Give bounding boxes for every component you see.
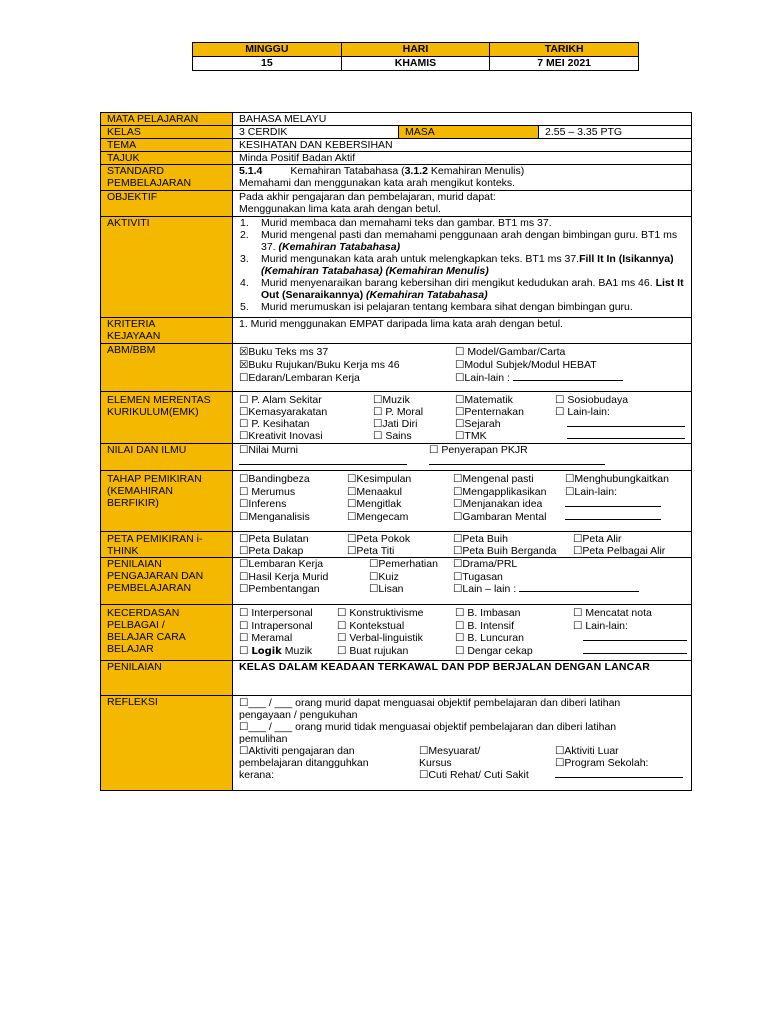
- standard-value: [233, 165, 692, 191]
- refleksi-line4: pemulihan: [239, 733, 288, 745]
- aktiviti-number: 4.: [240, 277, 249, 289]
- penilaian-option[interactable]: ☐Lembaran Kerja: [239, 558, 324, 570]
- nilai-murni-blank[interactable]: [239, 456, 429, 468]
- emk-option[interactable]: ☐Sejarah: [455, 418, 501, 430]
- hari-label: HARI: [341, 43, 490, 57]
- objektif-line1: Pada akhir pengajaran dan pembelajaran, murid dapat:: [239, 191, 496, 203]
- emk-lain-blank-2[interactable]: [555, 430, 689, 442]
- tajuk-label: TAJUK: [101, 152, 233, 165]
- abm-lain-label: ☐Lain-lain :: [455, 372, 513, 384]
- kecerdasan-option[interactable]: ☐ Dengar cekap: [455, 644, 533, 657]
- kecerdasan-option[interactable]: ☐ Lain-lain:: [573, 619, 628, 632]
- penilaian-label: PENILAIAN: [101, 661, 233, 696]
- penilaian-option[interactable]: ☐Pemerhatian: [369, 558, 438, 570]
- kriteria-label: [101, 318, 233, 344]
- kecerdasan-label-line2: PELBAGAI /: [107, 619, 165, 631]
- tahap-label-line3: BERFIKIR): [107, 497, 159, 509]
- tahap-label: [101, 471, 233, 532]
- aktiviti-skill: (Kemahiran Tatabahasa): [363, 289, 488, 301]
- refleksi-content: [233, 696, 692, 791]
- abm-option-modul[interactable]: ☐Modul Subjek/Modul HEBAT: [455, 359, 597, 371]
- masa-label: MASA: [399, 126, 539, 139]
- penilaian-option[interactable]: ☐Tugasan: [453, 570, 503, 583]
- muzik-label: Muzik: [281, 644, 313, 657]
- penilaian-option[interactable]: ☐Hasil Kerja Murid: [239, 570, 329, 583]
- kecerdasan-option-logik-muzik[interactable]: [239, 645, 337, 658]
- abm-label: ABM/BBM: [101, 344, 233, 392]
- refleksi-line1[interactable]: ☐___ / ___ orang murid dapat menguasai objektif pembelajaran dan diberi latihan: [239, 697, 621, 709]
- abm-option-buku-rujukan[interactable]: ☒Buku Rujukan/Buku Kerja ms 46: [239, 359, 400, 371]
- refleksi-col1: [239, 745, 419, 781]
- nilai-murni-option[interactable]: ☐Nilai Murni: [239, 444, 299, 456]
- aktiviti-skill: (Kemahiran Tatabahasa) (Kemahiran Menulis): [261, 265, 489, 277]
- standard-code: 5.1.4: [239, 165, 263, 177]
- kelas-label: KELAS: [101, 126, 233, 139]
- emk-option[interactable]: ☐ Lain-lain:: [555, 406, 610, 418]
- aktiviti-item-2: [237, 229, 689, 253]
- minggu-label: MINGGU: [193, 43, 342, 57]
- kecerdasan-label-line4: BELAJAR: [107, 643, 154, 655]
- penilaian-pdp-options: [233, 558, 692, 605]
- refleksi-program-option[interactable]: ☐Program Sekolah:: [555, 757, 649, 769]
- kelas-value: 3 CERDIK: [233, 126, 399, 139]
- kriteria-label-line2: KEJAYAAN: [107, 330, 161, 342]
- tahap-option[interactable]: ☐Mengecam: [347, 510, 409, 523]
- tahap-option[interactable]: ☐ Merumus: [239, 485, 296, 498]
- aktiviti-number: 1.: [240, 217, 249, 229]
- kecerdasan-label-line1: KECERDASAN: [107, 607, 180, 619]
- peta-label: [101, 532, 233, 558]
- logik-label: Logik: [251, 645, 282, 657]
- tahap-option[interactable]: ☐Gambaran Mental: [453, 510, 547, 523]
- refleksi-ditangguhkan-line2: pembelajaran ditangguhkan: [239, 757, 369, 769]
- peta-option[interactable]: ☐Peta Buih Berganda: [453, 545, 557, 557]
- kecerdasan-option[interactable]: ☐ B. Luncuran: [455, 632, 524, 644]
- emk-options: [233, 392, 692, 444]
- aktiviti-text: Murid mengunakan kata arah untuk melengkapkan teks. BT1 ms 37.: [261, 253, 580, 265]
- tahap-option[interactable]: ☐Mengitlak: [347, 498, 402, 510]
- peta-option[interactable]: ☐Peta Alir: [573, 533, 622, 545]
- abm-lain-blank[interactable]: [513, 380, 623, 381]
- pkjr-blank[interactable]: [429, 456, 689, 468]
- penilaian-pdp-label: [101, 558, 233, 605]
- kecerdasan-label: [101, 605, 233, 661]
- penilaian-option[interactable]: ☐Pembentangan: [239, 583, 320, 595]
- tahap-option[interactable]: ☐Kesimpulan: [347, 473, 412, 485]
- penilaian-lain-blank[interactable]: [519, 591, 639, 592]
- kecerdasan-option[interactable]: ☐ Meramal: [239, 632, 293, 644]
- standard-text-b: Kemahiran Menulis): [427, 165, 525, 177]
- refleksi-line3[interactable]: ☐___ / ___ orang murid tidak menguasai objektif pembelajaran dan diberi latihan: [239, 721, 617, 733]
- tahap-options: [233, 471, 692, 532]
- refleksi-line2: pengayaan / pengukuhan: [239, 709, 358, 721]
- peta-options: [233, 532, 692, 558]
- emk-option[interactable]: ☐ P. Alam Sekitar: [239, 394, 322, 406]
- abm-options: [233, 344, 692, 392]
- kecerdasan-label-line3: BELAJAR CARA: [107, 631, 186, 643]
- emk-option[interactable]: ☐TMK: [455, 430, 487, 442]
- emk-option[interactable]: ☐ Sains: [373, 430, 412, 442]
- emk-lain-blank-1[interactable]: [555, 418, 689, 430]
- emk-option[interactable]: ☐Jati Diri: [373, 418, 418, 430]
- emk-option[interactable]: ☐ P. Moral: [373, 406, 424, 418]
- aktiviti-number: 2.: [240, 229, 249, 241]
- emk-label-line1: ELEMEN MERENTAS: [107, 394, 211, 406]
- objektif-line2: Menggunakan lima kata arah dengan betul.: [239, 203, 441, 215]
- tahap-label-line2: (KEMAHIRAN: [107, 485, 173, 497]
- emk-option[interactable]: ☐Muzik: [373, 394, 410, 406]
- kecerdasan-option[interactable]: ☐ B. Imbasan: [455, 607, 521, 619]
- aktiviti-strategy: List It Out (Senaraikannya): [261, 277, 684, 301]
- mata-pelajaran-label: MATA PELAJARAN: [101, 113, 233, 126]
- emk-option[interactable]: ☐ Sosiobudaya: [555, 394, 629, 406]
- aktiviti-number: 3.: [240, 253, 249, 265]
- refleksi-mesyuarat-option[interactable]: ☐Mesyuarat/: [419, 745, 481, 757]
- kecerdasan-option[interactable]: ☐ Konstruktivisme: [337, 607, 424, 619]
- penilaian-pdp-label-line2: PENGAJARAN DAN: [107, 570, 204, 582]
- pkjr-option[interactable]: ☐ Penyerapan PKJR: [429, 444, 528, 456]
- penilaian-lain-label: ☐Lain – lain :: [453, 583, 520, 595]
- penilaian-lain[interactable]: [453, 583, 689, 596]
- emk-label: [101, 392, 233, 444]
- tahap-option[interactable]: ☐Mengapplikasikan: [453, 485, 547, 498]
- tahap-option[interactable]: ☐Lain-lain:: [565, 485, 618, 498]
- abm-option-edaran[interactable]: ☐Edaran/Lembaran Kerja: [239, 372, 360, 384]
- kriteria-value: 1. Murid menggunakan EMPAT daripada lima kata arah dengan betul.: [233, 318, 692, 344]
- kecerdasan-option[interactable]: ☐ Buat rujukan: [337, 644, 409, 657]
- kecerdasan-option[interactable]: ☐ Verbal-linguistik: [337, 632, 423, 644]
- kecerdasan-lain-blank-2[interactable]: [573, 645, 689, 658]
- standard-label: [101, 165, 233, 191]
- header-table: [192, 42, 639, 71]
- penilaian-option[interactable]: ☐Lisan: [369, 583, 404, 595]
- peta-option[interactable]: ☐Peta Dakap: [239, 545, 304, 557]
- refleksi-label: REFLEKSI: [101, 696, 233, 791]
- aktiviti-text: Murid membaca dan memahami teks dan gambar. BT1 ms 37.: [261, 217, 552, 229]
- abm-option-lain[interactable]: [455, 372, 689, 384]
- tahap-option[interactable]: ☐Menjanakan idea: [453, 498, 543, 510]
- tarikh-value: 7 MEI 2021: [490, 57, 639, 71]
- refleksi-program-blank[interactable]: [555, 769, 689, 781]
- minggu-value: 15: [193, 57, 342, 71]
- aktiviti-item-3: [237, 253, 689, 277]
- standard-label-line2: PEMBELAJARAN: [107, 177, 192, 189]
- kecerdasan-lain-blank-1[interactable]: [573, 632, 689, 645]
- nilai-label: NILAI DAN ILMU: [101, 444, 233, 471]
- peta-label-line1: PETA PEMIKIRAN i-: [107, 533, 203, 545]
- penilaian-option[interactable]: ☐Drama/PRL: [453, 558, 518, 570]
- standard-code2: 3.1.2: [404, 165, 428, 177]
- emk-option[interactable]: ☐Penternakan: [455, 406, 524, 418]
- peta-option[interactable]: ☐Peta Pokok: [347, 533, 411, 545]
- tajuk-value: Minda Positif Badan Aktif: [233, 152, 692, 165]
- tahap-option[interactable]: ☐Menghubungkaitkan: [565, 473, 669, 485]
- kriteria-label-line1: KRITERIA: [107, 318, 156, 330]
- kecerdasan-options: [233, 605, 692, 661]
- aktiviti-text: Murid menyenaraikan barang kebersihan diri mengikut kedudukan arah. BA1 ms 46.: [261, 277, 656, 289]
- kecerdasan-option[interactable]: ☐ Kontekstual: [337, 619, 405, 632]
- penilaian-value: KELAS DALAM KEADAAN TERKAWAL DAN PDP BERJALAN DENGAN LANCAR: [233, 661, 692, 696]
- aktiviti-item-5: [237, 301, 689, 313]
- aktiviti-text: Murid merumuskan isi pelajaran tentang kembara sihat dengan bimbingan guru.: [261, 301, 633, 313]
- refleksi-kursus-label: Kursus: [419, 757, 452, 769]
- peta-label-line2: THINK: [107, 545, 139, 557]
- refleksi-cuti-option[interactable]: ☐Cuti Rehat/ Cuti Sakit: [419, 769, 529, 781]
- tahap-option[interactable]: ☐Mengenal pasti: [453, 473, 534, 485]
- masa-value: 2.55 – 3.35 PTG: [539, 126, 692, 139]
- aktiviti-item-1: [237, 217, 689, 229]
- logik-checkbox: ☐: [239, 644, 252, 657]
- aktiviti-skill: (Kemahiran Tatabahasa): [278, 241, 401, 253]
- standard-line2: Memahami dan menggunakan kata arah mengikut konteks.: [239, 177, 516, 189]
- refleksi-col2: [419, 745, 555, 781]
- aktiviti-text: Murid mengenal pasti dan memahami penggunaan arah dengan bimbingan guru. BT1 ms 37.: [261, 229, 678, 253]
- penilaian-option[interactable]: ☐Kuiz: [369, 570, 399, 583]
- refleksi-kerana-label: kerana:: [239, 769, 275, 781]
- mata-pelajaran-value: BAHASA MELAYU: [233, 113, 692, 126]
- tahap-option[interactable]: ☐Menaakul: [347, 485, 402, 498]
- objektif-label: OBJEKTIF: [101, 191, 233, 217]
- aktiviti-list: [233, 217, 692, 318]
- refleksi-ditangguhkan-option[interactable]: ☐Aktiviti pengajaran dan: [239, 745, 355, 757]
- refleksi-col3: [555, 745, 689, 781]
- kecerdasan-option[interactable]: ☐ B. Intensif: [455, 619, 515, 632]
- abm-option-model[interactable]: ☐ Model/Gambar/Carta: [455, 346, 566, 358]
- aktiviti-item-4: [237, 277, 689, 301]
- peta-option[interactable]: ☐Peta Buih: [453, 533, 508, 545]
- abm-option-buku-teks[interactable]: ☒Buku Teks ms 37: [239, 346, 329, 358]
- refleksi-aktiviti-luar-option[interactable]: ☐Aktiviti Luar: [555, 745, 619, 757]
- emk-option[interactable]: ☐Kemasyarakatan: [239, 406, 328, 418]
- objektif-value: [233, 191, 692, 217]
- nilai-options: [233, 444, 692, 471]
- tahap-lain-blank-1[interactable]: [565, 498, 689, 511]
- penilaian-pdp-label-line1: PENILAIAN: [107, 558, 162, 570]
- standard-line1: [239, 165, 689, 177]
- tema-value: KESIHATAN DAN KEBERSIHAN: [233, 139, 692, 152]
- standard-text-a: Kemahiran Tatabahasa (: [290, 165, 405, 177]
- emk-option[interactable]: ☐Kreativit Inovasi: [239, 430, 323, 442]
- emk-option[interactable]: ☐ P. Kesihatan: [239, 418, 310, 430]
- peta-option[interactable]: ☐Peta Pelbagai Alir: [573, 545, 666, 557]
- hari-value: KHAMIS: [341, 57, 490, 71]
- tarikh-label: TARIKH: [490, 43, 639, 57]
- aktiviti-number: 5.: [240, 301, 249, 313]
- aktiviti-strategy: Fill It In (Isikannya): [579, 253, 674, 265]
- tema-label: TEMA: [101, 139, 233, 152]
- standard-label-line1: STANDARD: [107, 165, 164, 177]
- lesson-plan-table: [100, 112, 692, 791]
- tahap-option[interactable]: ☐Inferens: [239, 498, 287, 510]
- tahap-label-line1: TAHAP PEMIKIRAN: [107, 473, 202, 485]
- kecerdasan-option[interactable]: ☐ Interpersonal: [239, 607, 313, 619]
- aktiviti-label: AKTIVITI: [101, 217, 233, 318]
- tahap-option[interactable]: ☐Bandingbeza: [239, 473, 310, 485]
- kecerdasan-option[interactable]: ☐ Intrapersonal: [239, 619, 313, 632]
- kecerdasan-option[interactable]: ☐ Mencatat nota: [573, 607, 652, 619]
- peta-option[interactable]: ☐Peta Titi: [347, 545, 395, 557]
- peta-option[interactable]: ☐Peta Bulatan: [239, 533, 309, 545]
- emk-option[interactable]: ☐Matematik: [455, 394, 513, 406]
- emk-label-line2: KURIKULUM(EMK): [107, 406, 199, 418]
- tahap-option[interactable]: ☐Menganalisis: [239, 510, 310, 523]
- tahap-lain-blank-2[interactable]: [565, 511, 689, 524]
- penilaian-pdp-label-line3: PEMBELAJARAN: [107, 582, 192, 594]
